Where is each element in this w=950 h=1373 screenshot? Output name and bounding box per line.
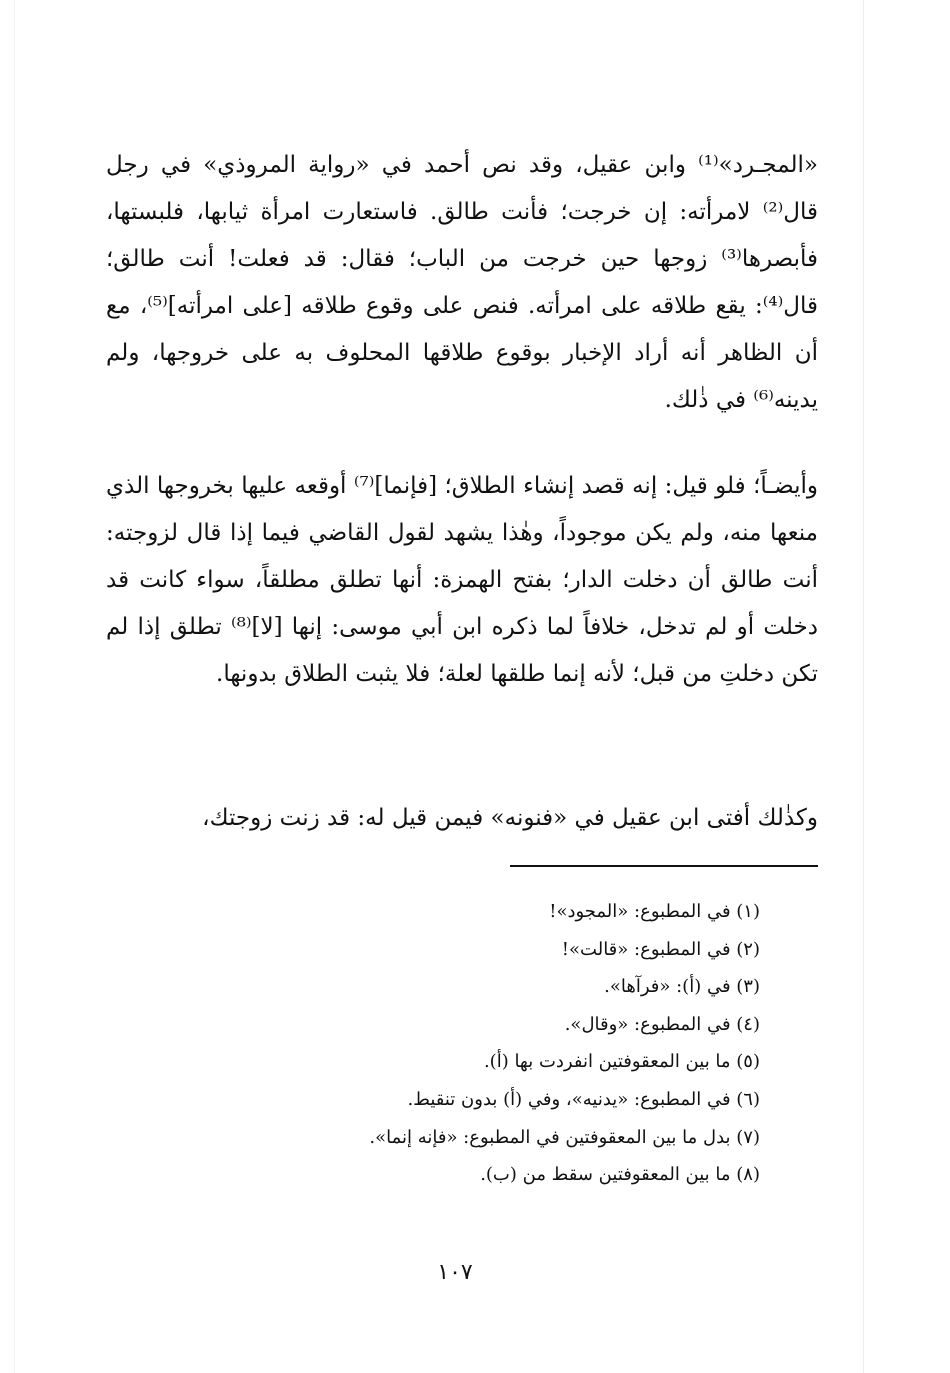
footnote-6: (٦) في المطبوع: «يدنيه»، وفي (أ) بدون تنقيط. <box>407 1088 760 1110</box>
footnote-8: (٨) ما بين المعقوفتين سقط من (ب). <box>480 1164 760 1186</box>
body-paragraph-2: وأيضـاً؛ فلو قيل: إنه قصد إنشاء الطلاق؛ [فإنما]⁽⁷⁾ أوقعه عليها بخروجها الذي منعها منه، ولم يكن موجوداً، وهٰذا يشهد لقول القاضي فيما إذا قال لزوجته: أنت طالق أن دخلت الدار؛ بفتح الهمزة: أنها تطلق مطلقاً، سواء كانت قد دخلت أو لم تدخل، خلافاً لما ذكره ابن أبي موسى: إنها [لا]⁽⁸⁾ تطلق إذا لم تكن دخلتِ من قبل؛ لأنه إنما طلقها لعلة؛ فلا يثبت الطلاق بدونها. <box>106 473 818 687</box>
footnote-3: (٣) في (أ): «فرآها». <box>604 976 760 998</box>
footnote-4: (٤) في المطبوع: «وقال». <box>564 1013 760 1035</box>
page-number: ١٠٧ <box>437 1260 473 1285</box>
footnote-1: (١) في المطبوع: «المجود»! <box>549 901 760 922</box>
footnote-separator <box>510 865 818 867</box>
body-paragraph-3: وكذٰلك أفتى ابن عقيل في «فنونه» فيمن قيل له: قد زنت زوجتك، <box>202 805 818 831</box>
scan-edge-right <box>863 0 864 1373</box>
scan-edge-left <box>14 0 15 1373</box>
footnote-5: (٥) ما بين المعقوفتين انفردت بها (أ). <box>483 1051 760 1073</box>
footnote-2: (٢) في المطبوع: «قالت»! <box>561 938 760 960</box>
footnotes-list <box>300 893 760 1194</box>
footnote-7: (٧) بدل ما بين المعقوفتين في المطبوع: «فإنه إنما». <box>369 1126 760 1148</box>
body-paragraph-1: «المجـرد»⁽¹⁾ وابن عقيل، وقد نص أحمد في «رواية المروذي» في رجل قال⁽²⁾ لامرأته: إن خرجت؛ فأنت طالق. فاستعارت امرأة ثيابها، فلبستها، فأبصرها⁽³⁾ زوجها حين خرجت من الباب؛ فقال: قد فعلت! أنت طالق؛ قال⁽⁴⁾: يقع طلاقه على امرأته. فنص على وقوع طلاقه [على امرأته]⁽⁵⁾، مع أن الظاهر أنه أراد الإخبار بوقوع طلاقها المحلوف به على خروجها، ولم يدينه⁽⁶⁾ في ذٰلك. <box>106 152 818 413</box>
